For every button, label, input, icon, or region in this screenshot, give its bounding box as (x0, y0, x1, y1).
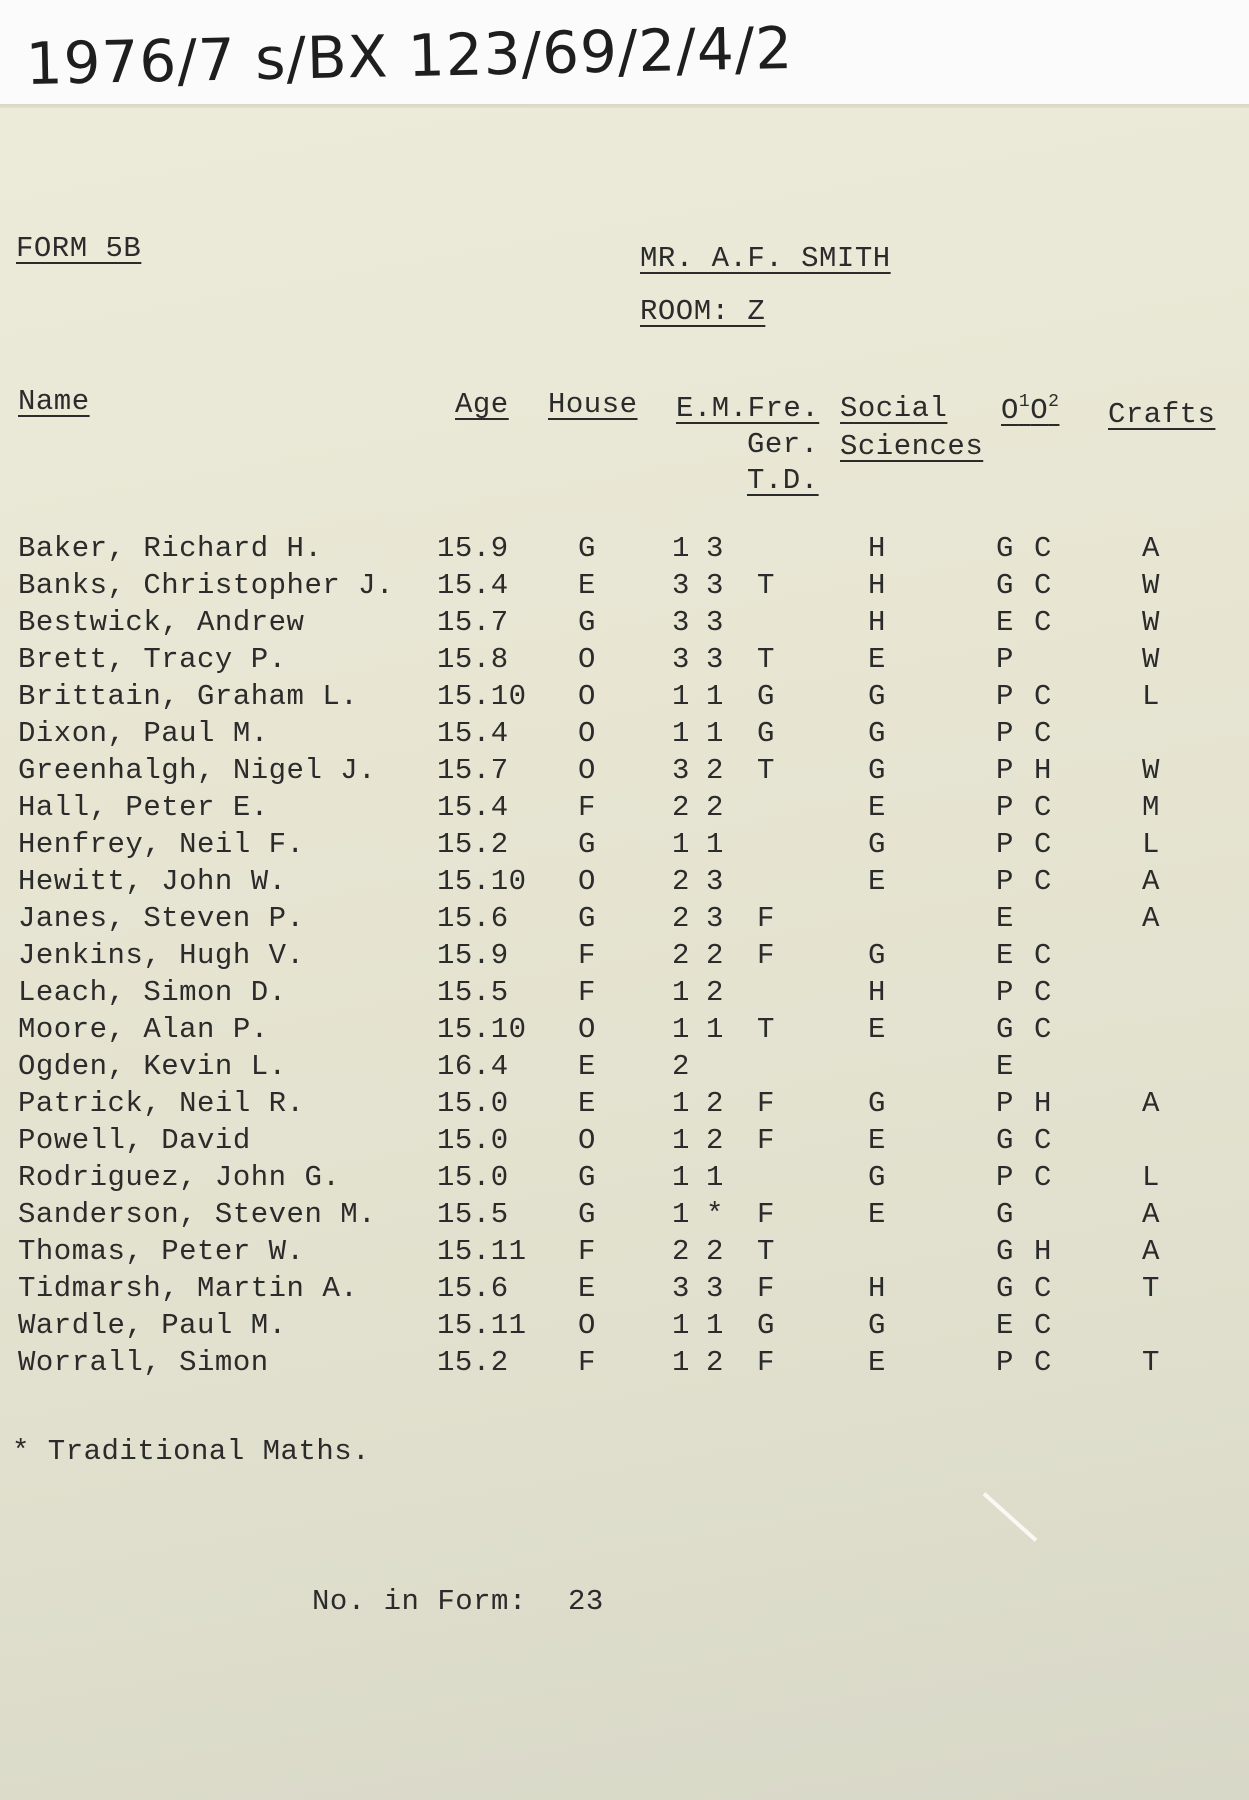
student-house: G (578, 1161, 596, 1194)
student-crafts: T (1142, 1272, 1160, 1305)
student-maths-set: 2 (706, 754, 724, 787)
student-maths-set: 1 (706, 1013, 724, 1046)
student-house: F (578, 791, 596, 824)
student-row (0, 1161, 1249, 1197)
student-option-1: P (996, 1346, 1014, 1379)
student-english-set: 1 (672, 976, 690, 1009)
header-social-line1: Social (840, 392, 948, 425)
student-english-set: 1 (672, 717, 690, 750)
student-age: 15.9 (437, 532, 509, 565)
student-age: 15.4 (437, 791, 509, 824)
student-name: Jenkins, Hugh V. (18, 939, 305, 972)
student-crafts: W (1142, 643, 1160, 676)
student-option-2: C (1034, 532, 1052, 565)
student-row (0, 1346, 1249, 1382)
student-name: Moore, Alan P. (18, 1013, 269, 1046)
student-house: G (578, 902, 596, 935)
student-name: Baker, Richard H. (18, 532, 323, 565)
student-row (0, 1309, 1249, 1345)
student-english-set: 1 (672, 1161, 690, 1194)
student-house: O (578, 717, 596, 750)
student-english-set: 2 (672, 791, 690, 824)
student-maths-set: * (706, 1198, 724, 1231)
student-house: F (578, 976, 596, 1009)
student-english-set: 2 (672, 1235, 690, 1268)
student-row (0, 1050, 1249, 1086)
header-subjects-line2: Ger. (747, 428, 819, 461)
student-crafts: A (1142, 902, 1160, 935)
student-social-science: E (868, 1124, 886, 1157)
student-age: 15.10 (437, 865, 527, 898)
student-social-science: H (868, 976, 886, 1009)
student-house: O (578, 865, 596, 898)
student-social-science: G (868, 1161, 886, 1194)
student-language-option: G (757, 717, 775, 750)
student-name: Bestwick, Andrew (18, 606, 305, 639)
student-crafts: L (1142, 680, 1160, 713)
footnote: * Traditional Maths. (12, 1435, 371, 1468)
student-language-option: F (757, 1346, 775, 1379)
student-row (0, 1124, 1249, 1160)
student-social-science: H (868, 1272, 886, 1305)
student-crafts: L (1142, 1161, 1160, 1194)
student-english-set: 1 (672, 1198, 690, 1231)
student-age: 15.0 (437, 1161, 509, 1194)
student-english-set: 1 (672, 1013, 690, 1046)
student-crafts: T (1142, 1346, 1160, 1379)
student-option-1: E (996, 1050, 1014, 1083)
student-option-2: H (1034, 1235, 1052, 1268)
student-option-2: C (1034, 569, 1052, 602)
student-social-science: G (868, 939, 886, 972)
student-age: 15.10 (437, 1013, 527, 1046)
student-english-set: 1 (672, 1124, 690, 1157)
student-age: 15.4 (437, 569, 509, 602)
header-age: Age (455, 388, 509, 421)
student-language-option: G (757, 680, 775, 713)
header-options-sup1: 1 (1018, 392, 1031, 412)
student-english-set: 2 (672, 902, 690, 935)
student-language-option: T (757, 754, 775, 787)
student-option-1: E (996, 606, 1014, 639)
student-english-set: 1 (672, 680, 690, 713)
student-age: 15.8 (437, 643, 509, 676)
student-maths-set: 1 (706, 1309, 724, 1342)
student-language-option: T (757, 643, 775, 676)
student-social-science: E (868, 1013, 886, 1046)
student-house: E (578, 1272, 596, 1305)
student-row (0, 902, 1249, 938)
student-crafts: A (1142, 532, 1160, 565)
student-option-2: C (1034, 1124, 1052, 1157)
header-options-sup2: 2 (1048, 392, 1060, 412)
student-house: E (578, 1087, 596, 1120)
student-social-science: E (868, 1198, 886, 1231)
student-option-1: P (996, 754, 1014, 787)
student-maths-set: 3 (706, 569, 724, 602)
student-row (0, 865, 1249, 901)
student-option-1: P (996, 976, 1014, 1009)
header-options-base2: O (1030, 394, 1049, 427)
student-row (0, 828, 1249, 864)
student-age: 15.6 (437, 1272, 509, 1305)
student-house: O (578, 1309, 596, 1342)
student-name: Hall, Peter E. (18, 791, 269, 824)
student-name: Banks, Christopher J. (18, 569, 394, 602)
student-row (0, 717, 1249, 753)
student-english-set: 2 (672, 939, 690, 972)
student-name: Powell, David (18, 1124, 251, 1157)
student-maths-set: 3 (706, 606, 724, 639)
student-language-option: F (757, 1198, 775, 1231)
student-option-1: P (996, 865, 1014, 898)
student-maths-set: 1 (706, 717, 724, 750)
student-option-2: C (1034, 939, 1052, 972)
student-age: 15.11 (437, 1235, 527, 1268)
student-english-set: 1 (672, 1346, 690, 1379)
student-option-1: P (996, 717, 1014, 750)
student-social-science: G (868, 717, 886, 750)
student-social-science: H (868, 569, 886, 602)
handwritten-reference: 1976/7 s/BX 123/69/2/4/2 (25, 13, 794, 98)
student-age: 15.5 (437, 1198, 509, 1231)
student-language-option: F (757, 1124, 775, 1157)
student-name: Thomas, Peter W. (18, 1235, 305, 1268)
student-english-set: 3 (672, 606, 690, 639)
student-social-science: H (868, 606, 886, 639)
student-option-1: E (996, 902, 1014, 935)
student-crafts: A (1142, 865, 1160, 898)
student-house: E (578, 1050, 596, 1083)
student-english-set: 3 (672, 643, 690, 676)
student-maths-set: 1 (706, 1161, 724, 1194)
total-label: No. in Form: (312, 1585, 527, 1618)
student-language-option: T (757, 1013, 775, 1046)
student-name: Ogden, Kevin L. (18, 1050, 287, 1083)
student-language-option: T (757, 569, 775, 602)
student-row (0, 532, 1249, 568)
student-age: 15.6 (437, 902, 509, 935)
student-language-option: F (757, 902, 775, 935)
student-option-1: G (996, 1198, 1014, 1231)
student-english-set: 3 (672, 754, 690, 787)
student-option-1: P (996, 643, 1014, 676)
student-option-2: C (1034, 1013, 1052, 1046)
student-option-1: G (996, 1235, 1014, 1268)
student-english-set: 3 (672, 569, 690, 602)
student-crafts: W (1142, 606, 1160, 639)
student-row (0, 606, 1249, 642)
student-house: F (578, 939, 596, 972)
student-row (0, 1272, 1249, 1308)
student-english-set: 2 (672, 865, 690, 898)
student-row (0, 791, 1249, 827)
student-age: 16.4 (437, 1050, 509, 1083)
student-option-2: C (1034, 1346, 1052, 1379)
student-option-2: H (1034, 1087, 1052, 1120)
student-english-set: 3 (672, 1272, 690, 1305)
student-age: 15.10 (437, 680, 527, 713)
student-age: 15.4 (437, 717, 509, 750)
student-row (0, 643, 1249, 679)
student-option-1: P (996, 1161, 1014, 1194)
student-maths-set: 3 (706, 902, 724, 935)
student-house: G (578, 606, 596, 639)
header-social-line2: Sciences (840, 430, 984, 463)
student-crafts: W (1142, 754, 1160, 787)
student-name: Janes, Steven P. (18, 902, 305, 935)
student-language-option: F (757, 1272, 775, 1305)
student-option-2: C (1034, 976, 1052, 1009)
student-maths-set: 1 (706, 680, 724, 713)
student-name: Sanderson, Steven M. (18, 1198, 377, 1231)
header-name: Name (18, 385, 90, 418)
student-option-1: P (996, 680, 1014, 713)
student-language-option: G (757, 1309, 775, 1342)
student-social-science: G (868, 1309, 886, 1342)
student-name: Wardle, Paul M. (18, 1309, 287, 1342)
student-maths-set: 1 (706, 828, 724, 861)
student-language-option: F (757, 939, 775, 972)
student-social-science: E (868, 865, 886, 898)
student-crafts: A (1142, 1235, 1160, 1268)
student-crafts: A (1142, 1087, 1160, 1120)
header-options-base1: O (1001, 394, 1019, 427)
student-age: 15.0 (437, 1087, 509, 1120)
student-option-2: C (1034, 1161, 1052, 1194)
student-name: Henfrey, Neil F. (18, 828, 305, 861)
student-age: 15.2 (437, 1346, 509, 1379)
student-house: O (578, 643, 596, 676)
header-options (1001, 392, 1059, 427)
student-social-science: E (868, 1346, 886, 1379)
student-option-2: C (1034, 1309, 1052, 1342)
student-row (0, 1235, 1249, 1271)
student-option-1: G (996, 1013, 1014, 1046)
student-english-set: 1 (672, 828, 690, 861)
student-house: G (578, 828, 596, 861)
student-maths-set: 2 (706, 976, 724, 1009)
student-crafts: M (1142, 791, 1160, 824)
student-crafts: A (1142, 1198, 1160, 1231)
student-maths-set: 3 (706, 1272, 724, 1305)
header-subjects-line3: T.D. (747, 464, 819, 497)
student-crafts: L (1142, 828, 1160, 861)
student-option-2: C (1034, 865, 1052, 898)
student-maths-set: 3 (706, 865, 724, 898)
student-name: Hewitt, John W. (18, 865, 287, 898)
student-row (0, 754, 1249, 790)
student-maths-set: 2 (706, 1087, 724, 1120)
student-option-1: E (996, 1309, 1014, 1342)
student-option-1: G (996, 569, 1014, 602)
student-option-2: C (1034, 606, 1052, 639)
student-age: 15.5 (437, 976, 509, 1009)
student-age: 15.11 (437, 1309, 527, 1342)
student-language-option: T (757, 1235, 775, 1268)
student-option-1: G (996, 1272, 1014, 1305)
student-social-science: G (868, 1087, 886, 1120)
student-name: Brett, Tracy P. (18, 643, 287, 676)
student-language-option: F (757, 1087, 775, 1120)
student-name: Brittain, Graham L. (18, 680, 359, 713)
student-social-science: E (868, 643, 886, 676)
student-option-2: C (1034, 717, 1052, 750)
student-house: F (578, 1235, 596, 1268)
student-row (0, 569, 1249, 605)
total-value: 23 (568, 1585, 604, 1618)
student-row (0, 680, 1249, 716)
student-row (0, 976, 1249, 1012)
student-crafts: W (1142, 569, 1160, 602)
student-maths-set: 2 (706, 791, 724, 824)
teacher-name: MR. A.F. SMITH (640, 242, 891, 275)
student-maths-set: 2 (706, 1346, 724, 1379)
student-option-2: H (1034, 754, 1052, 787)
student-option-2: C (1034, 1272, 1052, 1305)
student-name: Dixon, Paul M. (18, 717, 269, 750)
student-option-1: G (996, 1124, 1014, 1157)
student-row (0, 939, 1249, 975)
header-subjects-line1: E.M.Fre. (676, 392, 820, 425)
student-english-set: 2 (672, 1050, 690, 1083)
student-row (0, 1087, 1249, 1123)
student-age: 15.2 (437, 828, 509, 861)
header-crafts: Crafts (1108, 398, 1216, 431)
student-name: Leach, Simon D. (18, 976, 287, 1009)
student-social-science: G (868, 754, 886, 787)
student-name: Tidmarsh, Martin A. (18, 1272, 359, 1305)
student-name: Patrick, Neil R. (18, 1087, 305, 1120)
student-name: Rodriguez, John G. (18, 1161, 341, 1194)
student-option-1: E (996, 939, 1014, 972)
student-english-set: 1 (672, 1309, 690, 1342)
student-social-science: G (868, 680, 886, 713)
student-english-set: 1 (672, 532, 690, 565)
student-row (0, 1198, 1249, 1234)
student-option-1: P (996, 791, 1014, 824)
student-house: O (578, 1124, 596, 1157)
student-social-science: E (868, 791, 886, 824)
student-house: E (578, 569, 596, 602)
student-option-1: P (996, 1087, 1014, 1120)
form-title: FORM 5B (16, 232, 142, 265)
student-name: Worrall, Simon (18, 1346, 269, 1379)
student-house: G (578, 1198, 596, 1231)
student-maths-set: 2 (706, 1124, 724, 1157)
student-house: O (578, 754, 596, 787)
student-name: Greenhalgh, Nigel J. (18, 754, 377, 787)
student-age: 15.7 (437, 606, 509, 639)
student-maths-set: 3 (706, 532, 724, 565)
student-maths-set: 3 (706, 643, 724, 676)
student-social-science: G (868, 828, 886, 861)
header-house: House (548, 388, 638, 421)
student-row (0, 1013, 1249, 1049)
student-house: F (578, 1346, 596, 1379)
student-maths-set: 2 (706, 1235, 724, 1268)
student-option-1: P (996, 828, 1014, 861)
student-house: O (578, 1013, 596, 1046)
student-option-2: C (1034, 680, 1052, 713)
student-house: G (578, 532, 596, 565)
student-option-2: C (1034, 828, 1052, 861)
student-age: 15.7 (437, 754, 509, 787)
student-maths-set: 2 (706, 939, 724, 972)
student-age: 15.0 (437, 1124, 509, 1157)
student-age: 15.9 (437, 939, 509, 972)
student-option-1: G (996, 532, 1014, 565)
student-house: O (578, 680, 596, 713)
student-option-2: C (1034, 791, 1052, 824)
room-label: ROOM: Z (640, 295, 766, 328)
student-english-set: 1 (672, 1087, 690, 1120)
student-social-science: H (868, 532, 886, 565)
